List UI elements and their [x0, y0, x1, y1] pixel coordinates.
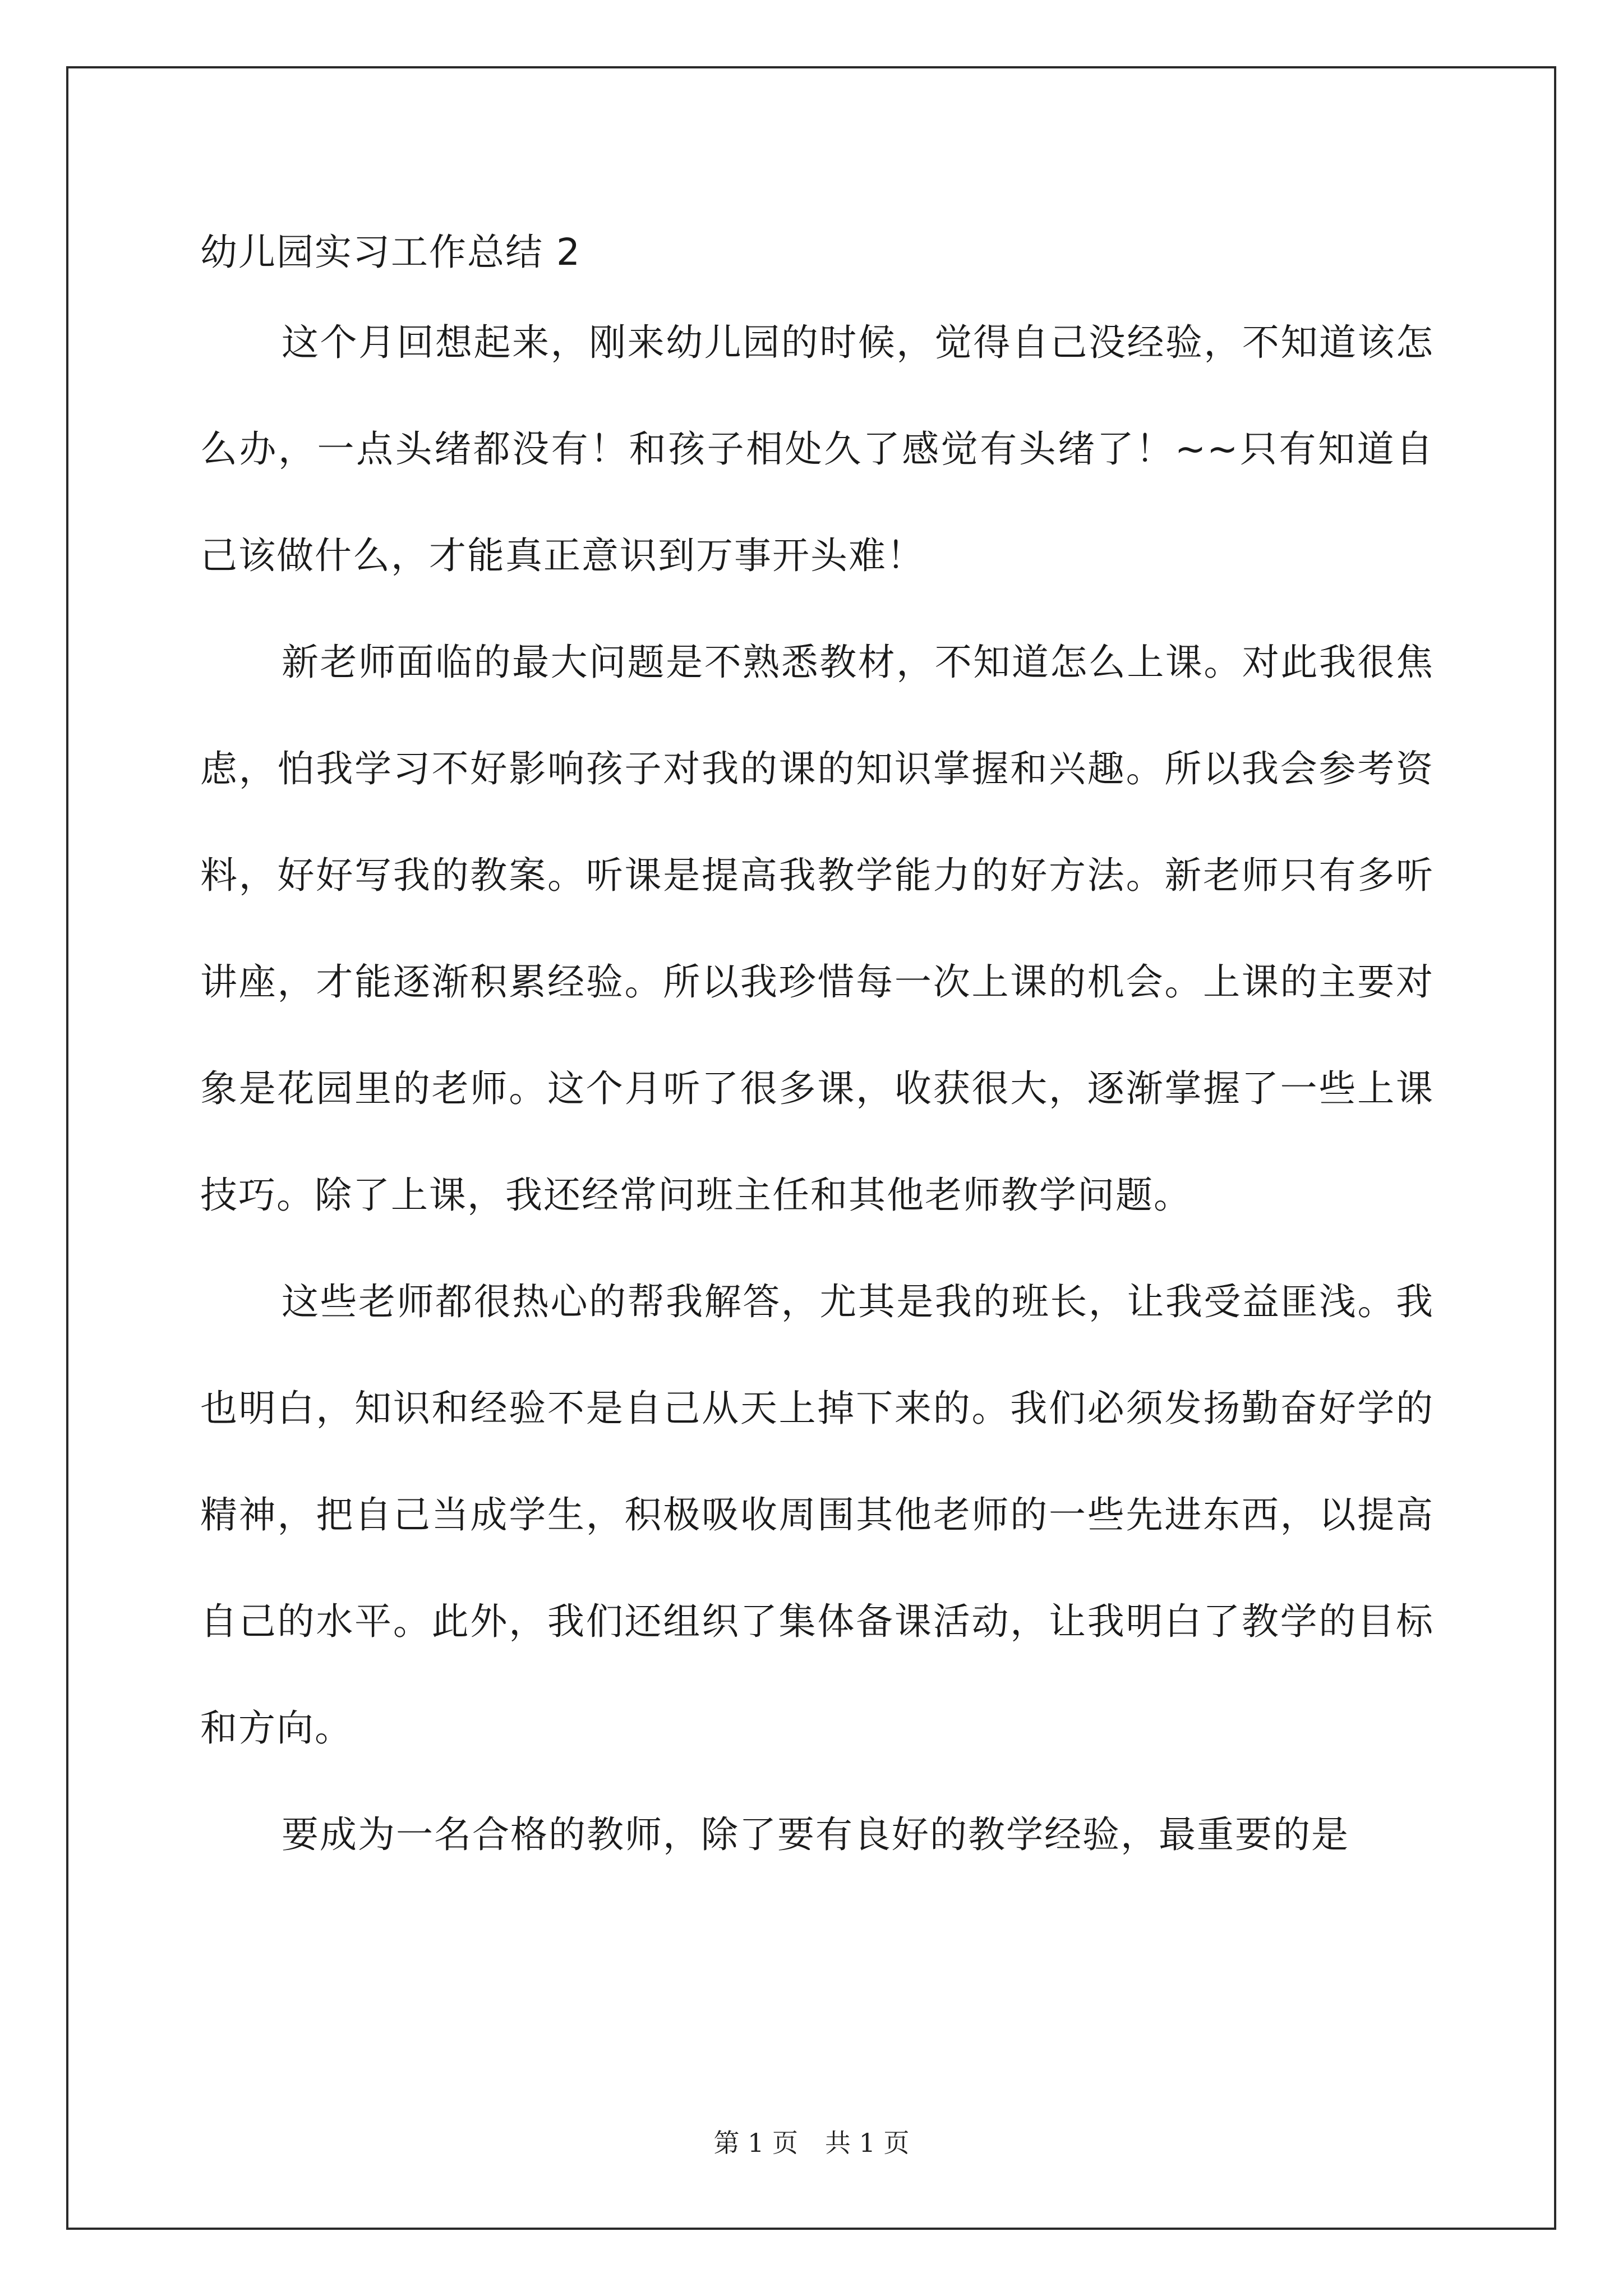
document-title: 幼儿园实习工作总结 2	[200, 231, 581, 274]
paragraph-4: 要成为一名合格的教师，除了要有良好的教学经验，最重要的是	[282, 1813, 1349, 1856]
paragraph-1: 这个月回想起来，刚来幼儿园的时候，觉得自己没经验，不知道该怎么办，一点头绪都没有！和孩子相处久了感觉有头绪了！~~只有知道自己该做什么，才能真正意识到万事开头难！	[200, 321, 1434, 577]
paragraph-3: 这些老师都很热心的帮我解答，尤其是我的班长，让我受益匪浅。我也明白，知识和经验不是自己从天上掉下来的。我们必须发扬勤奋好学的精神，把自己当成学生，积极吸收周围其他老师的一些先进东西，以提高自己的水平。此外，我们还组织了集体备课活动，让我明白了教学的目标和方向。	[200, 1280, 1434, 1750]
paragraph-2: 新老师面临的最大问题是不熟悉教材，不知道怎么上课。对此我很焦虑，怕我学习不好影响孩子对我的课的知识掌握和兴趣。所以我会参考资料，好好写我的教案。听课是提高我教学能力的好方法。新老师只有多听讲座，才能逐渐积累经验。所以我珍惜每一次上课的机会。上课的主要对象是花园里的老师。这个月听了很多课，收获很大，逐渐掌握了一些上课技巧。除了上课，我还经常问班主任和其他老师教学问题。	[200, 641, 1434, 1217]
total-pages: 共 1 页	[825, 2128, 910, 2158]
page-footer	[0, 2126, 1623, 2160]
page-number: 第 1 页	[713, 2128, 798, 2158]
document-body	[200, 289, 1434, 1888]
